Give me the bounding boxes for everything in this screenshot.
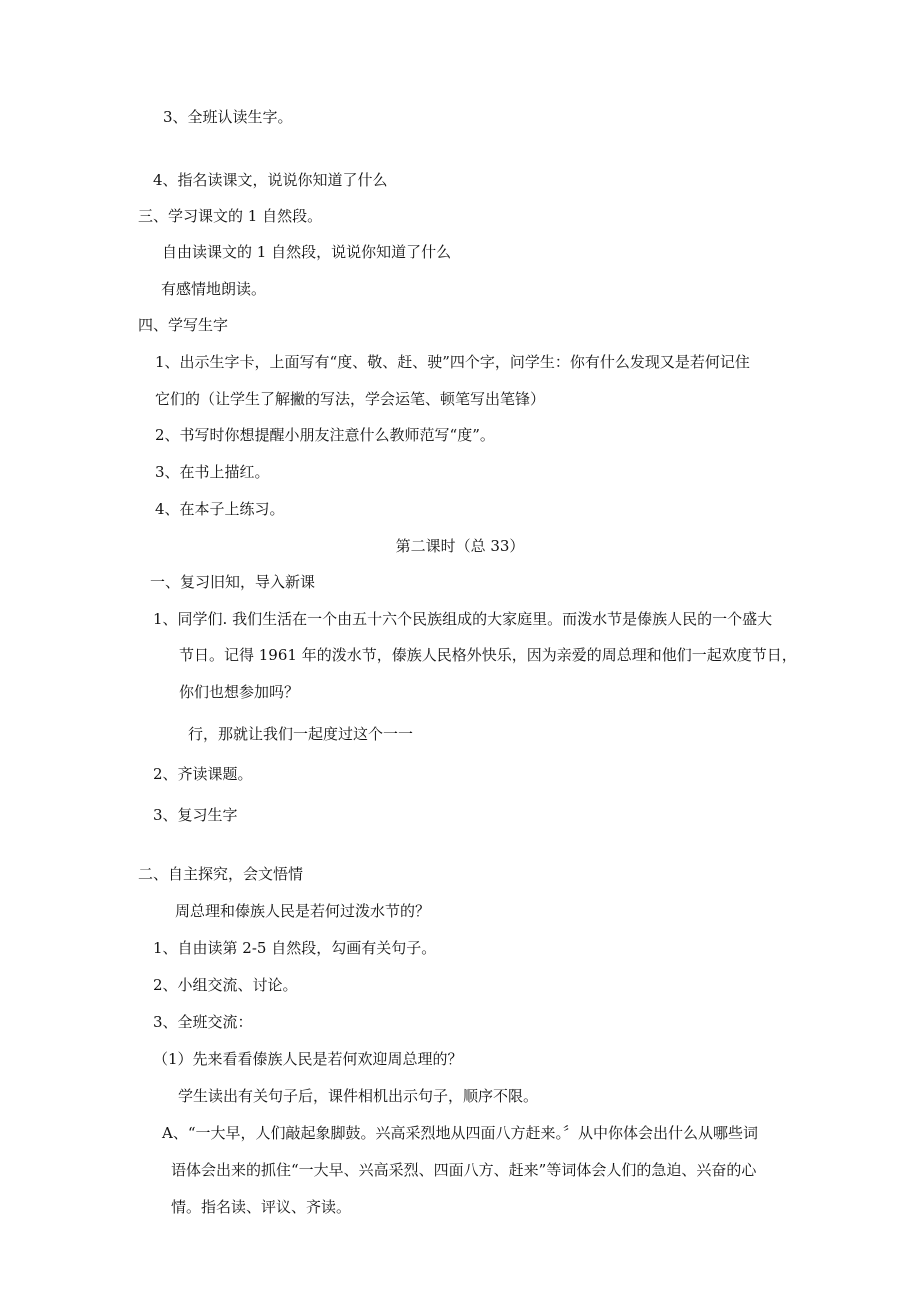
section-heading-3: 三、学习课文的 1 自然段。 — [138, 207, 323, 225]
line-trace-in-book: 3、在书上描红。 — [155, 463, 270, 481]
line-show-character-cards-cont: 它们的（让学生了解撇的写法，学会运笔、顿笔写出笔锋） — [155, 390, 546, 408]
line-item-a: A、“一大早，人们敲起象脚鼓。兴高采烈地从四面八方赶来。〞从中你体会出什么从哪些词 — [162, 1124, 759, 1142]
line-subquestion-1: （1）先来看看傣族人民是若何欢迎周总理的？ — [153, 1050, 463, 1068]
line-classmates-intro-cont-2: 你们也想参加吗？ — [179, 683, 300, 701]
line-lets-spend-together: 行，那就让我们一起度过这个一一 — [188, 725, 414, 743]
line-group-discussion: 2、小组交流、讨论。 — [153, 976, 298, 994]
line-students-read-sentences: 学生读出有关句子后，课件相机出示句子，顺序不限。 — [178, 1087, 539, 1105]
line-class-exchange: 3、全班交流： — [153, 1013, 253, 1031]
line-free-read-paragraph-1: 自由读课文的 1 自然段，说说你知道了什么 — [162, 243, 452, 261]
line-practice-in-notebook: 4、在本子上练习。 — [155, 500, 285, 518]
line-classmates-intro-cont-1: 节日。记得 1961 年的泼水节，傣族人民格外快乐，因为亲爱的周总理和他们一起欢度节日， — [179, 646, 797, 664]
line-item-a-cont-1: 语体会出来的抓住“一大早、兴高采烈、四面八方、赶来”等词体会人们的急迫、兴奋的心 — [171, 1161, 757, 1179]
line-review-read-characters: 3、全班认读生字。 — [163, 108, 293, 126]
line-read-text-by-name: 4、指名读课文，说说你知道了什么 — [153, 171, 388, 189]
line-show-character-cards: 1、出示生字卡，上面写有“度、敬、赶、驶”四个字，问学生：你有什么发现又是若何记住 — [155, 353, 750, 371]
lesson-title-second-period: 第二课时（总 33） — [395, 537, 525, 555]
section-heading-2-explore: 二、自主探究，会文悟情 — [138, 865, 304, 883]
section-heading-1-review: 一、复习旧知，导入新课 — [150, 573, 316, 591]
line-read-title-together: 2、齐读课题。 — [153, 765, 253, 783]
line-free-read-paragraphs-2-5: 1、自由读第 2-5 自然段，勾画有关句子。 — [153, 939, 437, 957]
line-writing-reminder: 2、书写时你想提醒小朋友注意什么教师范写“度”。 — [155, 426, 495, 444]
line-classmates-intro: 1、同学们. 我们生活在一个由五十六个民族组成的大家庭里。而泼水节是傣族人民的一个盛大 — [153, 610, 773, 628]
line-read-with-feeling: 有感情地朗读。 — [161, 280, 267, 298]
section-heading-4: 四、学写生字 — [138, 316, 229, 334]
line-guiding-question: 周总理和傣族人民是若何过泼水节的？ — [175, 902, 431, 920]
line-review-characters: 3、复习生字 — [153, 806, 238, 824]
line-item-a-cont-2: 情。指名读、评议、齐读。 — [171, 1198, 352, 1216]
